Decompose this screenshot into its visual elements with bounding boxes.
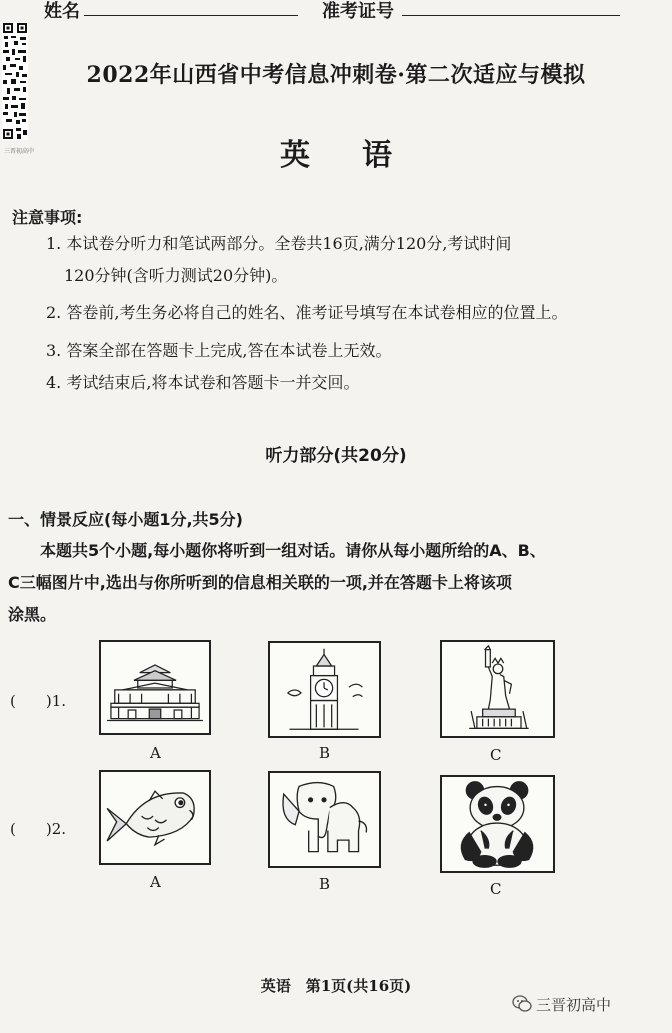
wechat-icon (512, 994, 532, 1014)
notice-item: 1. 本试卷分听力和笔试两部分。全卷共16页,满分120分,考试时间 (46, 234, 512, 253)
watermark: 三晋初高中 (536, 996, 612, 1014)
option-2b-label: B (319, 875, 331, 893)
big-ben-icon (270, 643, 379, 736)
name-label: 姓名 (44, 1, 80, 22)
notice-heading: 注意事项: (12, 208, 83, 227)
statue-of-liberty-icon (442, 642, 553, 736)
option-2a-picture[interactable] (99, 770, 211, 865)
notice-item: 120分钟(含听力测试20分钟)。 (64, 266, 288, 285)
fish-icon (101, 772, 209, 863)
instruction-line: 涂黑。 (8, 605, 57, 624)
part-title: 一、情景反应(每小题1分,共5分) (8, 510, 243, 529)
option-2c-label: C (490, 880, 502, 898)
option-2a-label: A (150, 873, 161, 891)
option-2b-picture[interactable] (268, 771, 381, 868)
option-2c-picture[interactable] (440, 775, 555, 873)
tiananmen-gate-icon (101, 642, 209, 733)
option-1c-label: C (490, 746, 502, 764)
page-footer: 英语 第1页(共16页) (260, 977, 412, 995)
notice-item: 3. 答案全部在答题卡上完成,答在本试卷上无效。 (46, 341, 392, 360)
notice-item: 2. 答卷前,考生务必将自己的姓名、准考证号填写在本试卷相应的位置上。 (46, 303, 568, 322)
exam-title: 2022年山西省中考信息冲刺卷·第二次适应与模拟 (86, 62, 586, 88)
option-1a-picture[interactable] (99, 640, 211, 735)
qr-caption: 三晋初高中 (4, 148, 35, 155)
elephant-icon (270, 773, 379, 866)
section-title: 听力部分(共20分) (265, 446, 407, 466)
subject-title: 英语 (280, 138, 444, 173)
exam-id-field[interactable] (402, 15, 620, 16)
option-1b-picture[interactable] (268, 641, 381, 738)
panda-icon (442, 777, 553, 871)
instruction-line: 本题共5个小题,每小题你将听到一组对话。请你从每小题所给的A、B、 (8, 541, 546, 560)
name-field[interactable] (84, 15, 298, 16)
question-1-number[interactable]: ( )1. (10, 692, 67, 710)
exam-id-label: 准考证号 (322, 1, 394, 22)
option-1b-label: B (319, 744, 331, 762)
notice-item: 4. 考试结束后,将本试卷和答题卡一并交回。 (46, 373, 360, 392)
instruction-line: C三幅图片中,选出与你所听到的信息相关联的一项,并在答题卡上将该项 (8, 573, 512, 592)
option-1c-picture[interactable] (440, 640, 555, 738)
option-1a-label: A (150, 744, 161, 762)
question-2-number[interactable]: ( )2. (10, 820, 67, 838)
